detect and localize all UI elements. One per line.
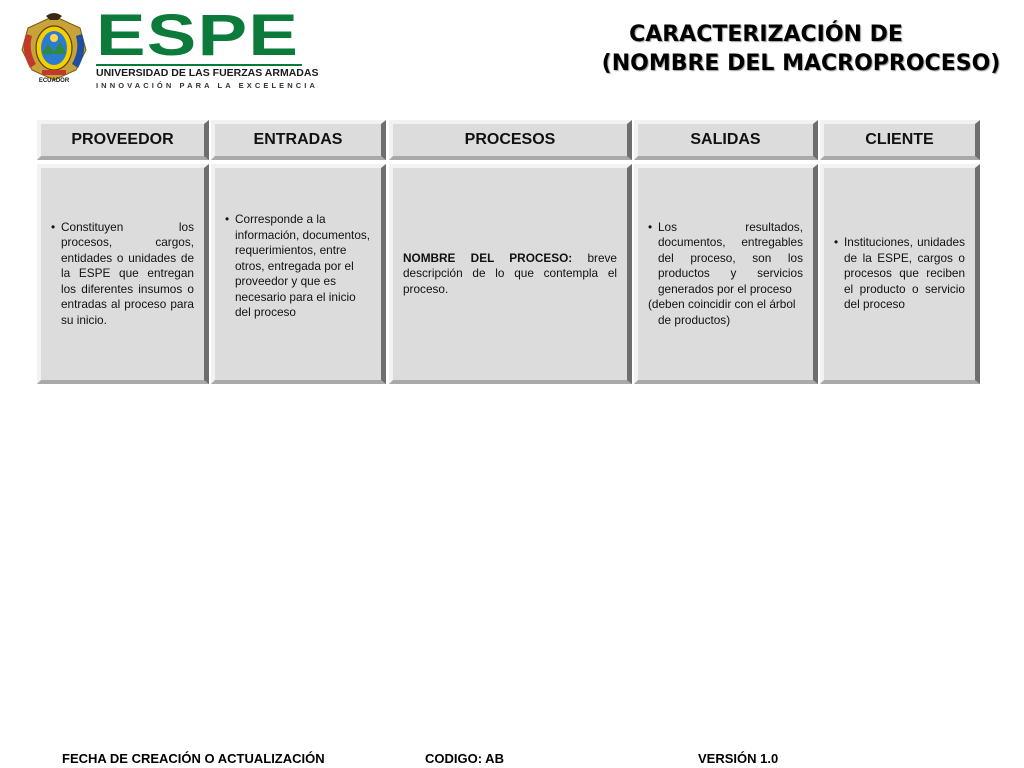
seal-caption: ECUADOR [38, 78, 70, 84]
procesos-label: NOMBRE DEL PROCESO: [403, 250, 573, 265]
footer-date-label: FECHA DE CREACIÓN O ACTUALIZACIÓN [62, 751, 325, 766]
header-salidas: SALIDAS [634, 120, 818, 160]
salidas-note-line-2: de productos) [658, 312, 731, 327]
header-cliente: CLIENTE [820, 120, 980, 160]
espe-logo [18, 3, 319, 92]
header-proveedor: PROVEEDOR [37, 120, 209, 160]
cell-salidas [634, 164, 818, 384]
salidas-description: Los resultados, documentos, entregables del proceso, son los productos y servicios generados por el proceso [658, 219, 803, 296]
cell-cliente [820, 164, 980, 384]
bullet: • [648, 219, 653, 234]
bullet: • [834, 235, 839, 250]
page-title-line-1: CARACTERIZACIÓN DE [629, 22, 903, 47]
cell-entradas [211, 164, 386, 384]
list-item [225, 212, 371, 321]
list-item [51, 220, 194, 329]
procesos-description [403, 251, 617, 298]
cell-proveedor [37, 164, 209, 384]
list-item [648, 220, 803, 298]
procesos-text: breve descripción de lo que contempla el proceso. [403, 250, 617, 296]
header-procesos: PROCESOS [389, 120, 632, 160]
cliente-description: Instituciones, unidades de la ESPE, cargos o procesos que reciben el producto o servicio del proceso [844, 235, 965, 312]
salidas-note-line-1: (deben coincidir con el árbol [648, 297, 796, 312]
proveedor-description: Constituyen los procesos, cargos, entidades o unidades de la ESPE que entregan los diferentes insumos o entradas al proceso para su inicio. [61, 219, 194, 327]
footer-code-label: CODIGO: AB [425, 751, 504, 766]
brand-name: ESPE [96, 3, 300, 68]
ecuador-seal-icon [18, 10, 90, 88]
cell-procesos [389, 164, 632, 384]
page-title-line-2: (NOMBRE DEL MACROPROCESO) [601, 51, 1001, 76]
header-entradas: ENTRADAS [211, 120, 386, 160]
brand-subtitle: UNIVERSIDAD DE LAS FUERZAS ARMADAS [96, 64, 302, 79]
bullet: • [225, 212, 230, 226]
bullet: • [51, 219, 56, 234]
entradas-description: Corresponde a la información, documentos, requerimientos, entre otros, entregada por el proveedor y que es necesario para el inicio del proceso [235, 212, 371, 319]
page-title [556, 20, 1001, 78]
list-item [834, 235, 965, 313]
brand-block [96, 3, 319, 90]
footer-version-label: VERSIÓN 1.0 [698, 751, 779, 766]
brand-motto: INNOVACIÓN PARA LA EXCELENCIA [96, 81, 318, 90]
